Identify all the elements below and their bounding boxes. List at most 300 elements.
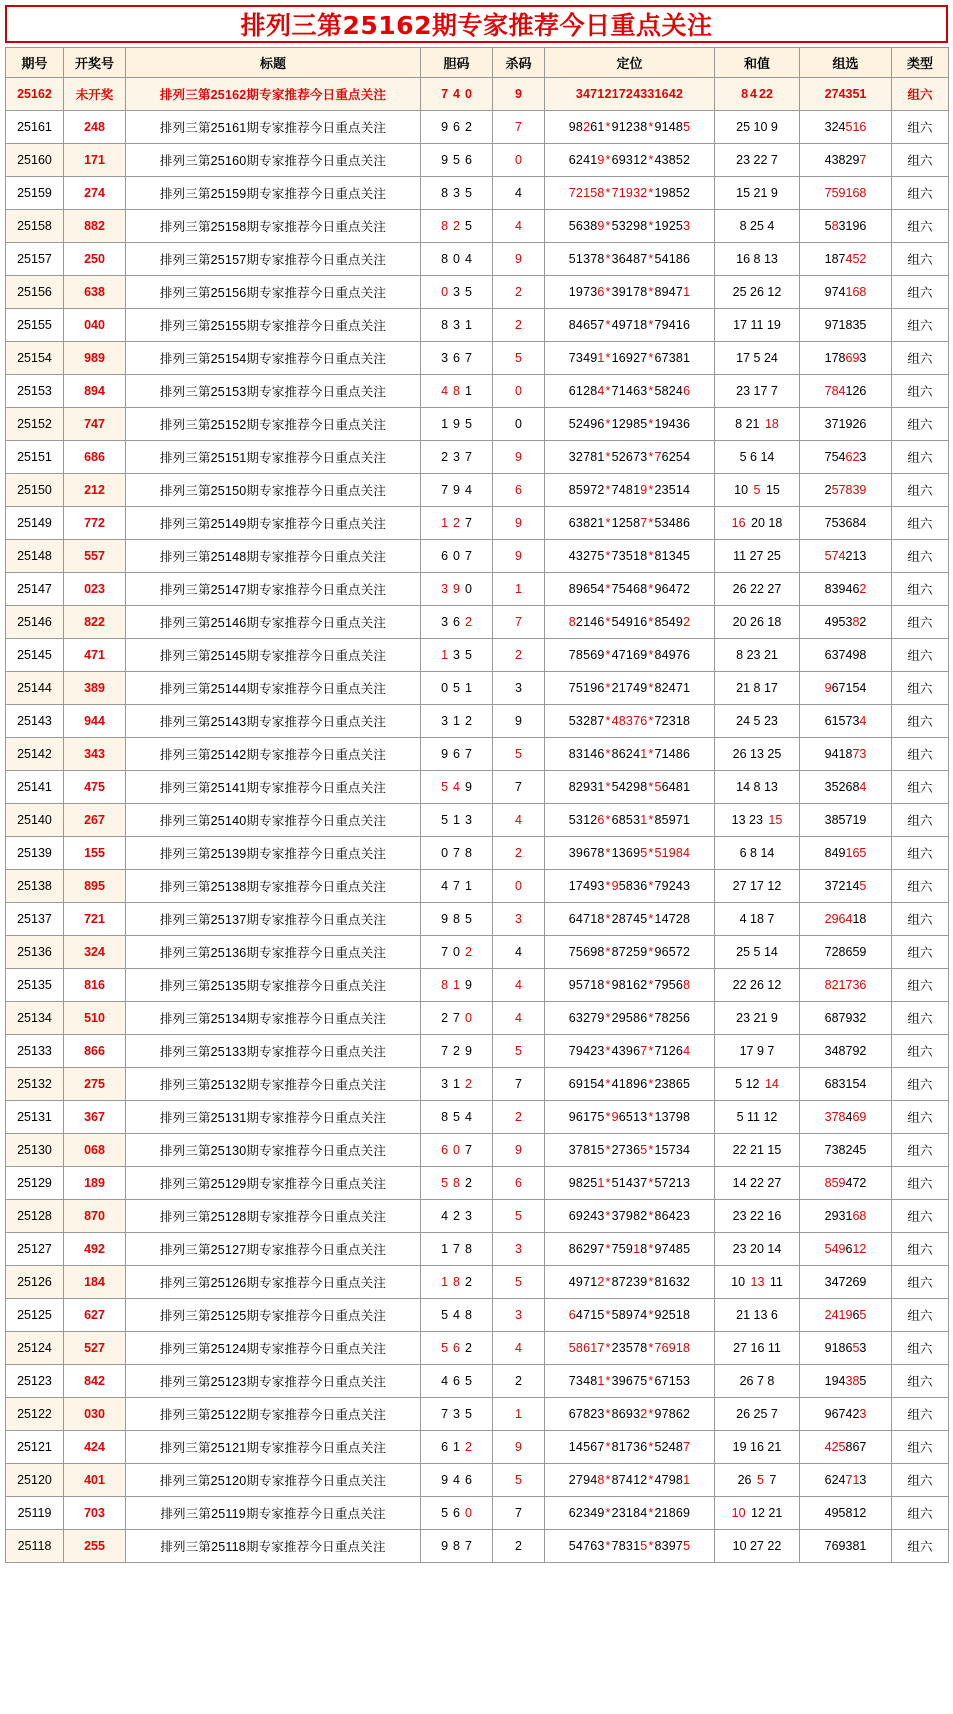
table-row[interactable] [6, 507, 949, 540]
cell-ding-position: 62419*69312*43852 [545, 144, 715, 177]
table-row[interactable] [6, 1068, 949, 1101]
cell-he-value: 10 13 11 [715, 1266, 800, 1299]
page-root [0, 5, 953, 1714]
cell-zu-selection: 759168 [800, 177, 892, 210]
cell-title[interactable]: 排列三第25127期专家推荐今日重点关注 [126, 1233, 421, 1266]
cell-title[interactable]: 排列三第25154期专家推荐今日重点关注 [126, 342, 421, 375]
cell-sha-code: 1 [493, 1398, 545, 1431]
cell-ding-position: 75698*87259*96572 [545, 936, 715, 969]
cell-title[interactable]: 排列三第25118期专家推荐今日重点关注 [126, 1530, 421, 1563]
cell-sha-code: 5 [493, 1464, 545, 1497]
cell-sha-code: 2 [493, 1101, 545, 1134]
cell-title[interactable]: 排列三第25129期专家推荐今日重点关注 [126, 1167, 421, 1200]
table-row[interactable] [6, 1233, 949, 1266]
cell-zu-selection: 495812 [800, 1497, 892, 1530]
cell-type: 组六 [892, 507, 949, 540]
column-header-dan: 胆码 [421, 48, 493, 78]
cell-zu-selection: 583196 [800, 210, 892, 243]
cell-ding-position: 347121724331642 [545, 78, 715, 111]
cell-draw-number: 895 [64, 870, 126, 903]
cell-issue: 25161 [6, 111, 64, 144]
table-row[interactable] [6, 1497, 949, 1530]
cell-title[interactable]: 排列三第25138期专家推荐今日重点关注 [126, 870, 421, 903]
cell-he-value: 26 5 7 [715, 1464, 800, 1497]
cell-he-value: 5 12 14 [715, 1068, 800, 1101]
cell-title[interactable]: 排列三第25132期专家推荐今日重点关注 [126, 1068, 421, 1101]
cell-title[interactable]: 排列三第25139期专家推荐今日重点关注 [126, 837, 421, 870]
cell-zu-selection: 821736 [800, 969, 892, 1002]
cell-ding-position: 67823*86932*97862 [545, 1398, 715, 1431]
cell-draw-number: 510 [64, 1002, 126, 1035]
cell-ding-position: 56389*53298*19253 [545, 210, 715, 243]
table-row[interactable] [6, 276, 949, 309]
cell-type: 组六 [892, 78, 949, 111]
cell-ding-position: 27948*87412*47981 [545, 1464, 715, 1497]
cell-he-value: 26 7 8 [715, 1365, 800, 1398]
cell-he-value: 17 11 19 [715, 309, 800, 342]
cell-draw-number: 324 [64, 936, 126, 969]
cell-zu-selection: 967154 [800, 672, 892, 705]
cell-title[interactable]: 排列三第25135期专家推荐今日重点关注 [126, 969, 421, 1002]
cell-zu-selection: 738245 [800, 1134, 892, 1167]
cell-title[interactable]: 排列三第25141期专家推荐今日重点关注 [126, 771, 421, 804]
table-row[interactable] [6, 441, 949, 474]
table-row[interactable] [6, 606, 949, 639]
cell-zu-selection: 274351 [800, 78, 892, 111]
cell-he-value: 16 20 18 [715, 507, 800, 540]
cell-issue: 25152 [6, 408, 64, 441]
cell-zu-selection: 352684 [800, 771, 892, 804]
cell-title[interactable]: 排列三第25149期专家推荐今日重点关注 [126, 507, 421, 540]
cell-type: 组六 [892, 144, 949, 177]
cell-issue: 25145 [6, 639, 64, 672]
cell-issue: 25136 [6, 936, 64, 969]
cell-title[interactable]: 排列三第25144期专家推荐今日重点关注 [126, 672, 421, 705]
table-row[interactable] [6, 1530, 949, 1563]
cell-dan-code: 5 8 2 [421, 1167, 493, 1200]
cell-dan-code: 3 6 7 [421, 342, 493, 375]
cell-sha-code: 5 [493, 738, 545, 771]
table-row[interactable] [6, 804, 949, 837]
cell-issue: 25142 [6, 738, 64, 771]
cell-issue: 25147 [6, 573, 64, 606]
cell-zu-selection: 637498 [800, 639, 892, 672]
cell-sha-code: 9 [493, 1134, 545, 1167]
cell-ding-position: 83146*86241*71486 [545, 738, 715, 771]
cell-he-value: 4 18 7 [715, 903, 800, 936]
cell-dan-code: 9 8 7 [421, 1530, 493, 1563]
cell-draw-number: 944 [64, 705, 126, 738]
cell-type: 组六 [892, 573, 949, 606]
table-row[interactable] [6, 1200, 949, 1233]
cell-dan-code: 0 7 8 [421, 837, 493, 870]
cell-title[interactable]: 排列三第25159期专家推荐今日重点关注 [126, 177, 421, 210]
cell-issue: 25157 [6, 243, 64, 276]
table-row[interactable] [6, 540, 949, 573]
table-row[interactable] [6, 1002, 949, 1035]
table-row[interactable] [6, 1134, 949, 1167]
table-row[interactable] [6, 1167, 949, 1200]
column-header-draw: 开奖号 [64, 48, 126, 78]
table-row[interactable] [6, 342, 949, 375]
cell-type: 组六 [892, 1398, 949, 1431]
table-header [6, 48, 949, 78]
cell-dan-code: 8 2 5 [421, 210, 493, 243]
cell-title[interactable]: 排列三第25162期专家推荐今日重点关注 [126, 78, 421, 111]
cell-issue: 25120 [6, 1464, 64, 1497]
cell-sha-code: 3 [493, 672, 545, 705]
cell-ding-position: 78569*47169*84976 [545, 639, 715, 672]
cell-issue: 25129 [6, 1167, 64, 1200]
cell-issue: 25150 [6, 474, 64, 507]
cell-title[interactable]: 排列三第25128期专家推荐今日重点关注 [126, 1200, 421, 1233]
cell-he-value: 6 8 14 [715, 837, 800, 870]
cell-zu-selection: 754623 [800, 441, 892, 474]
cell-draw-number: 772 [64, 507, 126, 540]
cell-title[interactable]: 排列三第25143期专家推荐今日重点关注 [126, 705, 421, 738]
cell-draw-number: 267 [64, 804, 126, 837]
cell-he-value: 25 10 9 [715, 111, 800, 144]
table-row[interactable] [6, 1299, 949, 1332]
table-row[interactable] [6, 1431, 949, 1464]
cell-type: 组六 [892, 771, 949, 804]
cell-issue: 25125 [6, 1299, 64, 1332]
cell-title[interactable]: 排列三第25146期专家推荐今日重点关注 [126, 606, 421, 639]
cell-title[interactable]: 排列三第25158期专家推荐今日重点关注 [126, 210, 421, 243]
cell-title[interactable]: 排列三第25157期专家推荐今日重点关注 [126, 243, 421, 276]
cell-draw-number: 527 [64, 1332, 126, 1365]
cell-dan-code: 4 6 5 [421, 1365, 493, 1398]
cell-type: 组六 [892, 1200, 949, 1233]
table-body [6, 78, 949, 1563]
cell-sha-code: 2 [493, 1365, 545, 1398]
cell-title[interactable]: 排列三第25130期专家推荐今日重点关注 [126, 1134, 421, 1167]
cell-issue: 25119 [6, 1497, 64, 1530]
cell-draw-number: 068 [64, 1134, 126, 1167]
table-row[interactable] [6, 111, 949, 144]
cell-title[interactable]: 排列三第25161期专家推荐今日重点关注 [126, 111, 421, 144]
cell-issue: 25131 [6, 1101, 64, 1134]
cell-zu-selection: 293168 [800, 1200, 892, 1233]
cell-he-value: 10 12 21 [715, 1497, 800, 1530]
cell-issue: 25126 [6, 1266, 64, 1299]
cell-type: 组六 [892, 210, 949, 243]
cell-title[interactable]: 排列三第25150期专家推荐今日重点关注 [126, 474, 421, 507]
cell-zu-selection: 194385 [800, 1365, 892, 1398]
cell-draw-number: 023 [64, 573, 126, 606]
table-row[interactable] [6, 474, 949, 507]
cell-issue: 25118 [6, 1530, 64, 1563]
table-row[interactable] [6, 705, 949, 738]
cell-zu-selection: 385719 [800, 804, 892, 837]
table-row[interactable] [6, 1266, 949, 1299]
table-row[interactable] [6, 78, 949, 111]
column-header-title: 标题 [126, 48, 421, 78]
cell-dan-code: 1 9 5 [421, 408, 493, 441]
table-row[interactable] [6, 639, 949, 672]
cell-sha-code: 7 [493, 1497, 545, 1530]
table-row[interactable] [6, 1035, 949, 1068]
cell-he-value: 27 16 11 [715, 1332, 800, 1365]
cell-draw-number: 638 [64, 276, 126, 309]
cell-dan-code: 3 9 0 [421, 573, 493, 606]
cell-dan-code: 6 0 7 [421, 1134, 493, 1167]
cell-issue: 25156 [6, 276, 64, 309]
cell-sha-code: 0 [493, 144, 545, 177]
cell-ding-position: 72158*71932*19852 [545, 177, 715, 210]
cell-dan-code: 9 6 7 [421, 738, 493, 771]
table-row[interactable] [6, 573, 949, 606]
cell-issue: 25155 [6, 309, 64, 342]
cell-title[interactable]: 排列三第25133期专家推荐今日重点关注 [126, 1035, 421, 1068]
cell-type: 组六 [892, 1068, 949, 1101]
cell-type: 组六 [892, 1002, 949, 1035]
cell-he-value: 19 16 21 [715, 1431, 800, 1464]
cell-dan-code: 5 6 0 [421, 1497, 493, 1530]
table-row[interactable] [6, 1332, 949, 1365]
cell-he-value: 25 5 14 [715, 936, 800, 969]
table-row[interactable] [6, 408, 949, 441]
cell-he-value: 22 26 12 [715, 969, 800, 1002]
cell-type: 组六 [892, 837, 949, 870]
cell-sha-code: 9 [493, 78, 545, 111]
cell-issue: 25149 [6, 507, 64, 540]
cell-ding-position: 64718*28745*14728 [545, 903, 715, 936]
cell-sha-code: 2 [493, 309, 545, 342]
cell-he-value: 14 8 13 [715, 771, 800, 804]
cell-dan-code: 1 8 2 [421, 1266, 493, 1299]
cell-ding-position: 32781*52673*76254 [545, 441, 715, 474]
column-header-he: 和值 [715, 48, 800, 78]
cell-dan-code: 2 3 7 [421, 441, 493, 474]
cell-draw-number: 424 [64, 1431, 126, 1464]
cell-issue: 25124 [6, 1332, 64, 1365]
cell-title[interactable]: 排列三第25153期专家推荐今日重点关注 [126, 375, 421, 408]
cell-sha-code: 0 [493, 870, 545, 903]
cell-title[interactable]: 排列三第25134期专家推荐今日重点关注 [126, 1002, 421, 1035]
cell-sha-code: 4 [493, 804, 545, 837]
cell-type: 组六 [892, 738, 949, 771]
cell-ding-position: 73491*16927*67381 [545, 342, 715, 375]
cell-type: 组六 [892, 969, 949, 1002]
table-row[interactable] [6, 177, 949, 210]
cell-zu-selection: 615734 [800, 705, 892, 738]
cell-issue: 25162 [6, 78, 64, 111]
column-header-zu: 组选 [800, 48, 892, 78]
cell-type: 组六 [892, 1134, 949, 1167]
cell-title[interactable]: 排列三第25160期专家推荐今日重点关注 [126, 144, 421, 177]
cell-title[interactable]: 排列三第25119期专家推荐今日重点关注 [126, 1497, 421, 1530]
cell-zu-selection: 187452 [800, 243, 892, 276]
table-row[interactable] [6, 1464, 949, 1497]
table-row[interactable] [6, 1365, 949, 1398]
cell-issue: 25138 [6, 870, 64, 903]
cell-title[interactable]: 排列三第25140期专家推荐今日重点关注 [126, 804, 421, 837]
cell-title[interactable]: 排列三第25137期专家推荐今日重点关注 [126, 903, 421, 936]
cell-type: 组六 [892, 177, 949, 210]
cell-issue: 25151 [6, 441, 64, 474]
cell-draw-number: 275 [64, 1068, 126, 1101]
cell-type: 组六 [892, 111, 949, 144]
cell-zu-selection: 348792 [800, 1035, 892, 1068]
cell-draw-number: 274 [64, 177, 126, 210]
cell-he-value: 16 8 13 [715, 243, 800, 276]
cell-dan-code: 5 1 3 [421, 804, 493, 837]
table-row[interactable] [6, 1101, 949, 1134]
cell-title[interactable]: 排列三第25152期专家推荐今日重点关注 [126, 408, 421, 441]
cell-he-value: 8 23 21 [715, 639, 800, 672]
cell-ding-position: 82146*54916*85492 [545, 606, 715, 639]
cell-he-value: 17 5 24 [715, 342, 800, 375]
cell-he-value: 11 27 25 [715, 540, 800, 573]
cell-zu-selection: 241965 [800, 1299, 892, 1332]
cell-sha-code: 4 [493, 1332, 545, 1365]
cell-ding-position: 63821*12587*53486 [545, 507, 715, 540]
cell-zu-selection: 495382 [800, 606, 892, 639]
cell-title[interactable]: 排列三第25151期专家推荐今日重点关注 [126, 441, 421, 474]
cell-type: 组六 [892, 1431, 949, 1464]
cell-type: 组六 [892, 243, 949, 276]
cell-he-value: 20 26 18 [715, 606, 800, 639]
cell-zu-selection: 372145 [800, 870, 892, 903]
cell-zu-selection: 753684 [800, 507, 892, 540]
table-row[interactable] [6, 210, 949, 243]
table-row[interactable] [6, 771, 949, 804]
cell-zu-selection: 974168 [800, 276, 892, 309]
cell-type: 组六 [892, 342, 949, 375]
cell-sha-code: 0 [493, 408, 545, 441]
table-row[interactable] [6, 672, 949, 705]
cell-issue: 25122 [6, 1398, 64, 1431]
cell-issue: 25148 [6, 540, 64, 573]
cell-title[interactable]: 排列三第25142期专家推荐今日重点关注 [126, 738, 421, 771]
cell-title[interactable]: 排列三第25156期专家推荐今日重点关注 [126, 276, 421, 309]
cell-type: 组六 [892, 804, 949, 837]
table-row[interactable] [6, 936, 949, 969]
table-row[interactable] [6, 969, 949, 1002]
cell-ding-position: 19736*39178*89471 [545, 276, 715, 309]
cell-issue: 25139 [6, 837, 64, 870]
cell-dan-code: 7 3 5 [421, 1398, 493, 1431]
cell-title[interactable]: 排列三第25120期专家推荐今日重点关注 [126, 1464, 421, 1497]
cell-he-value: 26 25 7 [715, 1398, 800, 1431]
cell-sha-code: 5 [493, 1035, 545, 1068]
cell-draw-number: 747 [64, 408, 126, 441]
cell-issue: 25132 [6, 1068, 64, 1101]
cell-title[interactable]: 排列三第25124期专家推荐今日重点关注 [126, 1332, 421, 1365]
cell-sha-code: 4 [493, 969, 545, 1002]
cell-draw-number: 248 [64, 111, 126, 144]
cell-sha-code: 7 [493, 111, 545, 144]
cell-zu-selection: 425867 [800, 1431, 892, 1464]
cell-type: 组六 [892, 1530, 949, 1563]
cell-issue: 25141 [6, 771, 64, 804]
cell-zu-selection: 839462 [800, 573, 892, 606]
cell-title[interactable]: 排列三第25148期专家推荐今日重点关注 [126, 540, 421, 573]
cell-sha-code: 9 [493, 243, 545, 276]
cell-dan-code: 4 8 1 [421, 375, 493, 408]
cell-dan-code: 5 4 9 [421, 771, 493, 804]
cell-dan-code: 3 1 2 [421, 705, 493, 738]
cell-he-value: 15 21 9 [715, 177, 800, 210]
table-row[interactable] [6, 903, 949, 936]
cell-title[interactable]: 排列三第25136期专家推荐今日重点关注 [126, 936, 421, 969]
cell-title[interactable]: 排列三第25131期专家推荐今日重点关注 [126, 1101, 421, 1134]
cell-ding-position: 49712*87239*81632 [545, 1266, 715, 1299]
cell-title[interactable]: 排列三第25125期专家推荐今日重点关注 [126, 1299, 421, 1332]
cell-title[interactable]: 排列三第25145期专家推荐今日重点关注 [126, 639, 421, 672]
cell-sha-code: 7 [493, 1068, 545, 1101]
cell-ding-position: 17493*95836*79243 [545, 870, 715, 903]
cell-title[interactable]: 排列三第25126期专家推荐今日重点关注 [126, 1266, 421, 1299]
cell-dan-code: 9 6 2 [421, 111, 493, 144]
cell-zu-selection: 296418 [800, 903, 892, 936]
cell-ding-position: 14567*81736*52487 [545, 1431, 715, 1464]
cell-draw-number: 184 [64, 1266, 126, 1299]
cell-dan-code: 0 5 1 [421, 672, 493, 705]
cell-title[interactable]: 排列三第25147期专家推荐今日重点关注 [126, 573, 421, 606]
table-row[interactable] [6, 243, 949, 276]
cell-ding-position: 37815*27365*15734 [545, 1134, 715, 1167]
cell-ding-position: 39678*13695*51984 [545, 837, 715, 870]
cell-type: 组六 [892, 1101, 949, 1134]
table-row[interactable] [6, 870, 949, 903]
cell-type: 组六 [892, 441, 949, 474]
cell-sha-code: 3 [493, 1299, 545, 1332]
cell-ding-position: 43275*73518*81345 [545, 540, 715, 573]
cell-title[interactable]: 排列三第25122期专家推荐今日重点关注 [126, 1398, 421, 1431]
cell-ding-position: 73481*39675*67153 [545, 1365, 715, 1398]
cell-type: 组六 [892, 903, 949, 936]
table-row[interactable] [6, 738, 949, 771]
cell-sha-code: 7 [493, 771, 545, 804]
cell-dan-code: 2 7 0 [421, 1002, 493, 1035]
cell-dan-code: 3 6 2 [421, 606, 493, 639]
cell-draw-number: 255 [64, 1530, 126, 1563]
cell-zu-selection: 574213 [800, 540, 892, 573]
cell-ding-position: 69243*37982*86423 [545, 1200, 715, 1233]
cell-issue: 25130 [6, 1134, 64, 1167]
table-row[interactable] [6, 375, 949, 408]
cell-title[interactable]: 排列三第25123期专家推荐今日重点关注 [126, 1365, 421, 1398]
cell-type: 组六 [892, 276, 949, 309]
table-row[interactable] [6, 837, 949, 870]
table-row[interactable] [6, 144, 949, 177]
cell-ding-position: 96175*96513*13798 [545, 1101, 715, 1134]
cell-issue: 25135 [6, 969, 64, 1002]
table-row[interactable] [6, 1398, 949, 1431]
cell-dan-code: 7 4 0 [421, 78, 493, 111]
table-row[interactable] [6, 309, 949, 342]
cell-title[interactable]: 排列三第25121期专家推荐今日重点关注 [126, 1431, 421, 1464]
cell-zu-selection: 859472 [800, 1167, 892, 1200]
cell-dan-code: 8 5 4 [421, 1101, 493, 1134]
cell-draw-number: 882 [64, 210, 126, 243]
cell-ding-position: 98251*51437*57213 [545, 1167, 715, 1200]
cell-he-value: 22 21 15 [715, 1134, 800, 1167]
cell-he-value: 13 23 15 [715, 804, 800, 837]
cell-sha-code: 9 [493, 1431, 545, 1464]
cell-type: 组六 [892, 672, 949, 705]
cell-draw-number: 343 [64, 738, 126, 771]
cell-draw-number: 040 [64, 309, 126, 342]
cell-issue: 25159 [6, 177, 64, 210]
cell-ding-position: 79423*43967*71264 [545, 1035, 715, 1068]
cell-dan-code: 1 2 7 [421, 507, 493, 540]
column-header-type: 类型 [892, 48, 949, 78]
cell-title[interactable]: 排列三第25155期专家推荐今日重点关注 [126, 309, 421, 342]
cell-dan-code: 6 0 7 [421, 540, 493, 573]
